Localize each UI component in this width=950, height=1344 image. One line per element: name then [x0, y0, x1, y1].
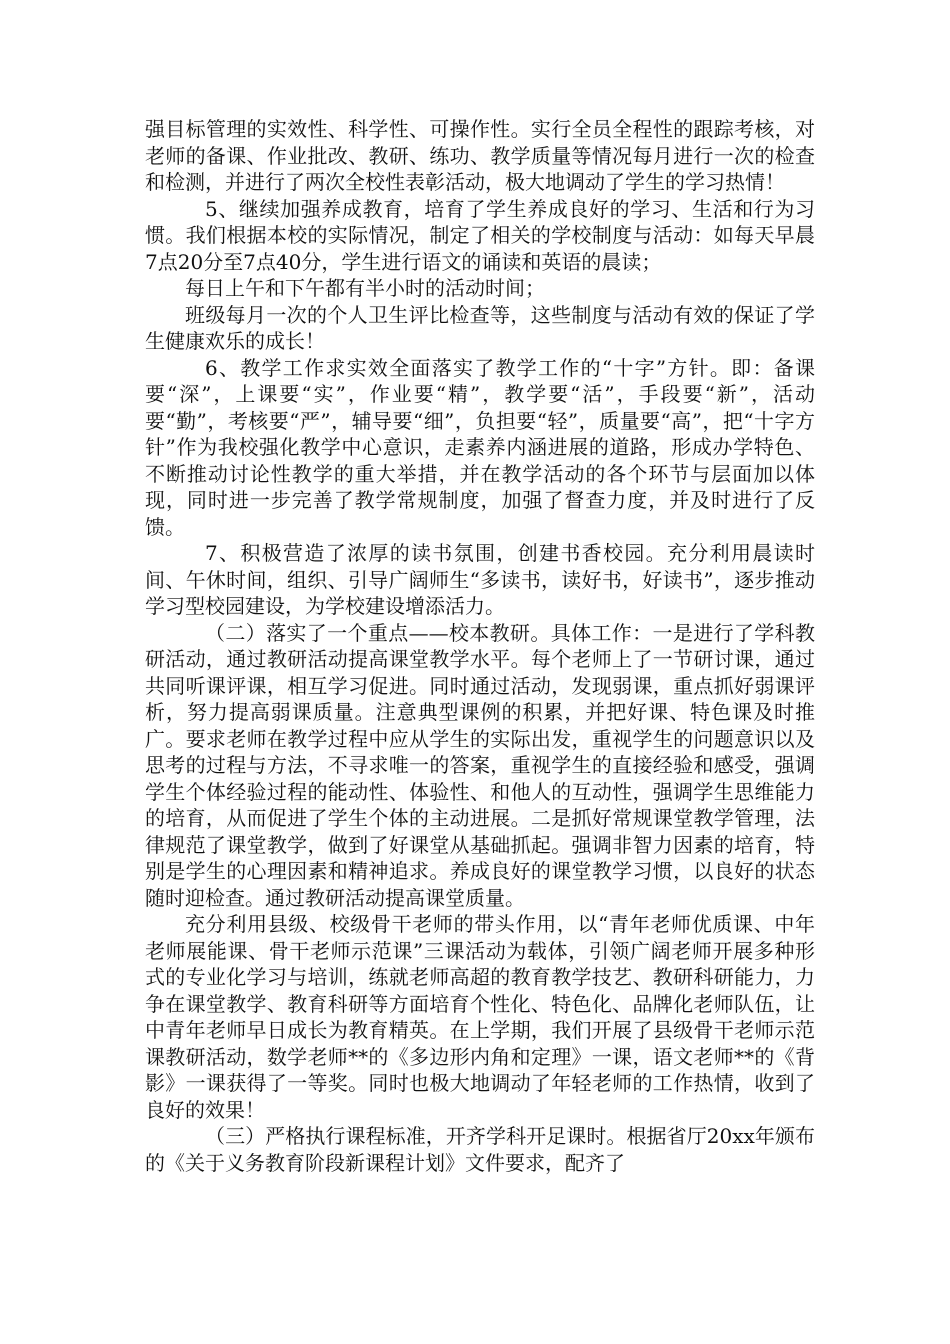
paragraph-section-3: （三）严格执行课程标准，开齐学科开足课时。根据省厅20xx年颁布的《关于义务教育阶段新课程计划》文件要求，配齐了	[145, 1124, 815, 1175]
paragraph-section-2: （二）落实了一个重点——校本教研。具体工作：一是进行了学科教研活动，通过教研活动提高课堂教学水平。每个老师上了一节研讨课，通过共同听课评课，相互学习促进。同时通过活动，发现弱课，重点抓好弱课评析，努力提高弱课质量。注意典型课例的积累，并把好课、特色课及时推广。要求老师在教学过程中应从学生的实际出发，重视学生的问题意识以及思考的过程与方法，不寻求唯一的答案，重视学生的直接经验和感受，强调学生个体经验过程的能动性、体验性、和他人的互动性，强调学生思维能力的培育，从而促进了学生个体的主动进展。二是抓好常规课堂教学管理，法律规范了课堂教学，做到了好课堂从基础抓起。强调非智力因素的培育，特别是学生的心理因素和精神追求。养成良好的课堂教学习惯，以良好的状态随时迎检查。通过教研活动提高课堂质量。	[145, 620, 815, 910]
paragraph-item-7: 7、积极营造了浓厚的读书氛围，创建书香校园。充分利用晨读时间、午休时间，组织、引导广阔师生“多读书，读好书，好读书”，逐步推动学习型校园建设，为学校建设增添活力。	[145, 541, 815, 618]
paragraph-continuation: 强目标管理的实效性、科学性、可操作性。实行全员全程性的跟踪考核，对老师的备课、作业批改、教研、练功、教学质量等情况每月进行一次的检查和检测，并进行了两次全校性表彰活动，极大地调动了学生的学习热情！	[145, 117, 815, 194]
paragraph-item-5: 5、继续加强养成教育，培育了学生养成良好的学习、生活和行为习惯。我们根据本校的实际情况，制定了相关的学校制度与活动：如每天早晨7点20分至7点40分，学生进行语文的诵读和英语的晨读；	[145, 196, 815, 274]
paragraph-activity-time: 每日上午和下午都有半小时的活动时间；	[185, 276, 545, 300]
document-body	[145, 116, 815, 1176]
paragraph-backbone-teachers: 充分利用县级、校级骨干老师的带头作用，以“青年老师优质课、中年老师展能课、骨干老师示范课”三课活动为载体，引领广阔老师开展多种形式的专业化学习与培训，练就老师高超的教育教学技艺、教研科研能力，力争在课堂教学、教育科研等方面培育个性化、特色化、品牌化老师队伍，让中青年老师早日成长为教育精英。在上学期，我们开展了县级骨干老师示范课教研活动，数学老师**的《多边形内角和定理》一课，语文老师**的《背影》一课获得了一等奖。同时也极大地调动了年轻老师的工作热情，收到了良好的效果！	[145, 912, 815, 1122]
paragraph-hygiene-check: 班级每月一次的个人卫生评比检查等，这些制度与活动有效的保证了学生健康欢乐的成长！	[145, 302, 815, 353]
paragraph-item-6: 6、教学工作求实效全面落实了教学工作的“十字”方针。即：备课要“深”，上课要“实”，作业要“精”，教学要“活”，手段要“新”，活动要“勤”，考核要“严”，辅导要“细”，负担要“轻”，质量要“高”，把“十字方针”作为我校强化教学中心意识，走素养内涵进展的道路，形成办学特色、不断推动讨论性教学的重大举措，并在教学活动的各个环节与层面加以体现，同时进一步完善了教学常规制度，加强了督查力度，并及时进行了反馈。	[145, 355, 815, 539]
